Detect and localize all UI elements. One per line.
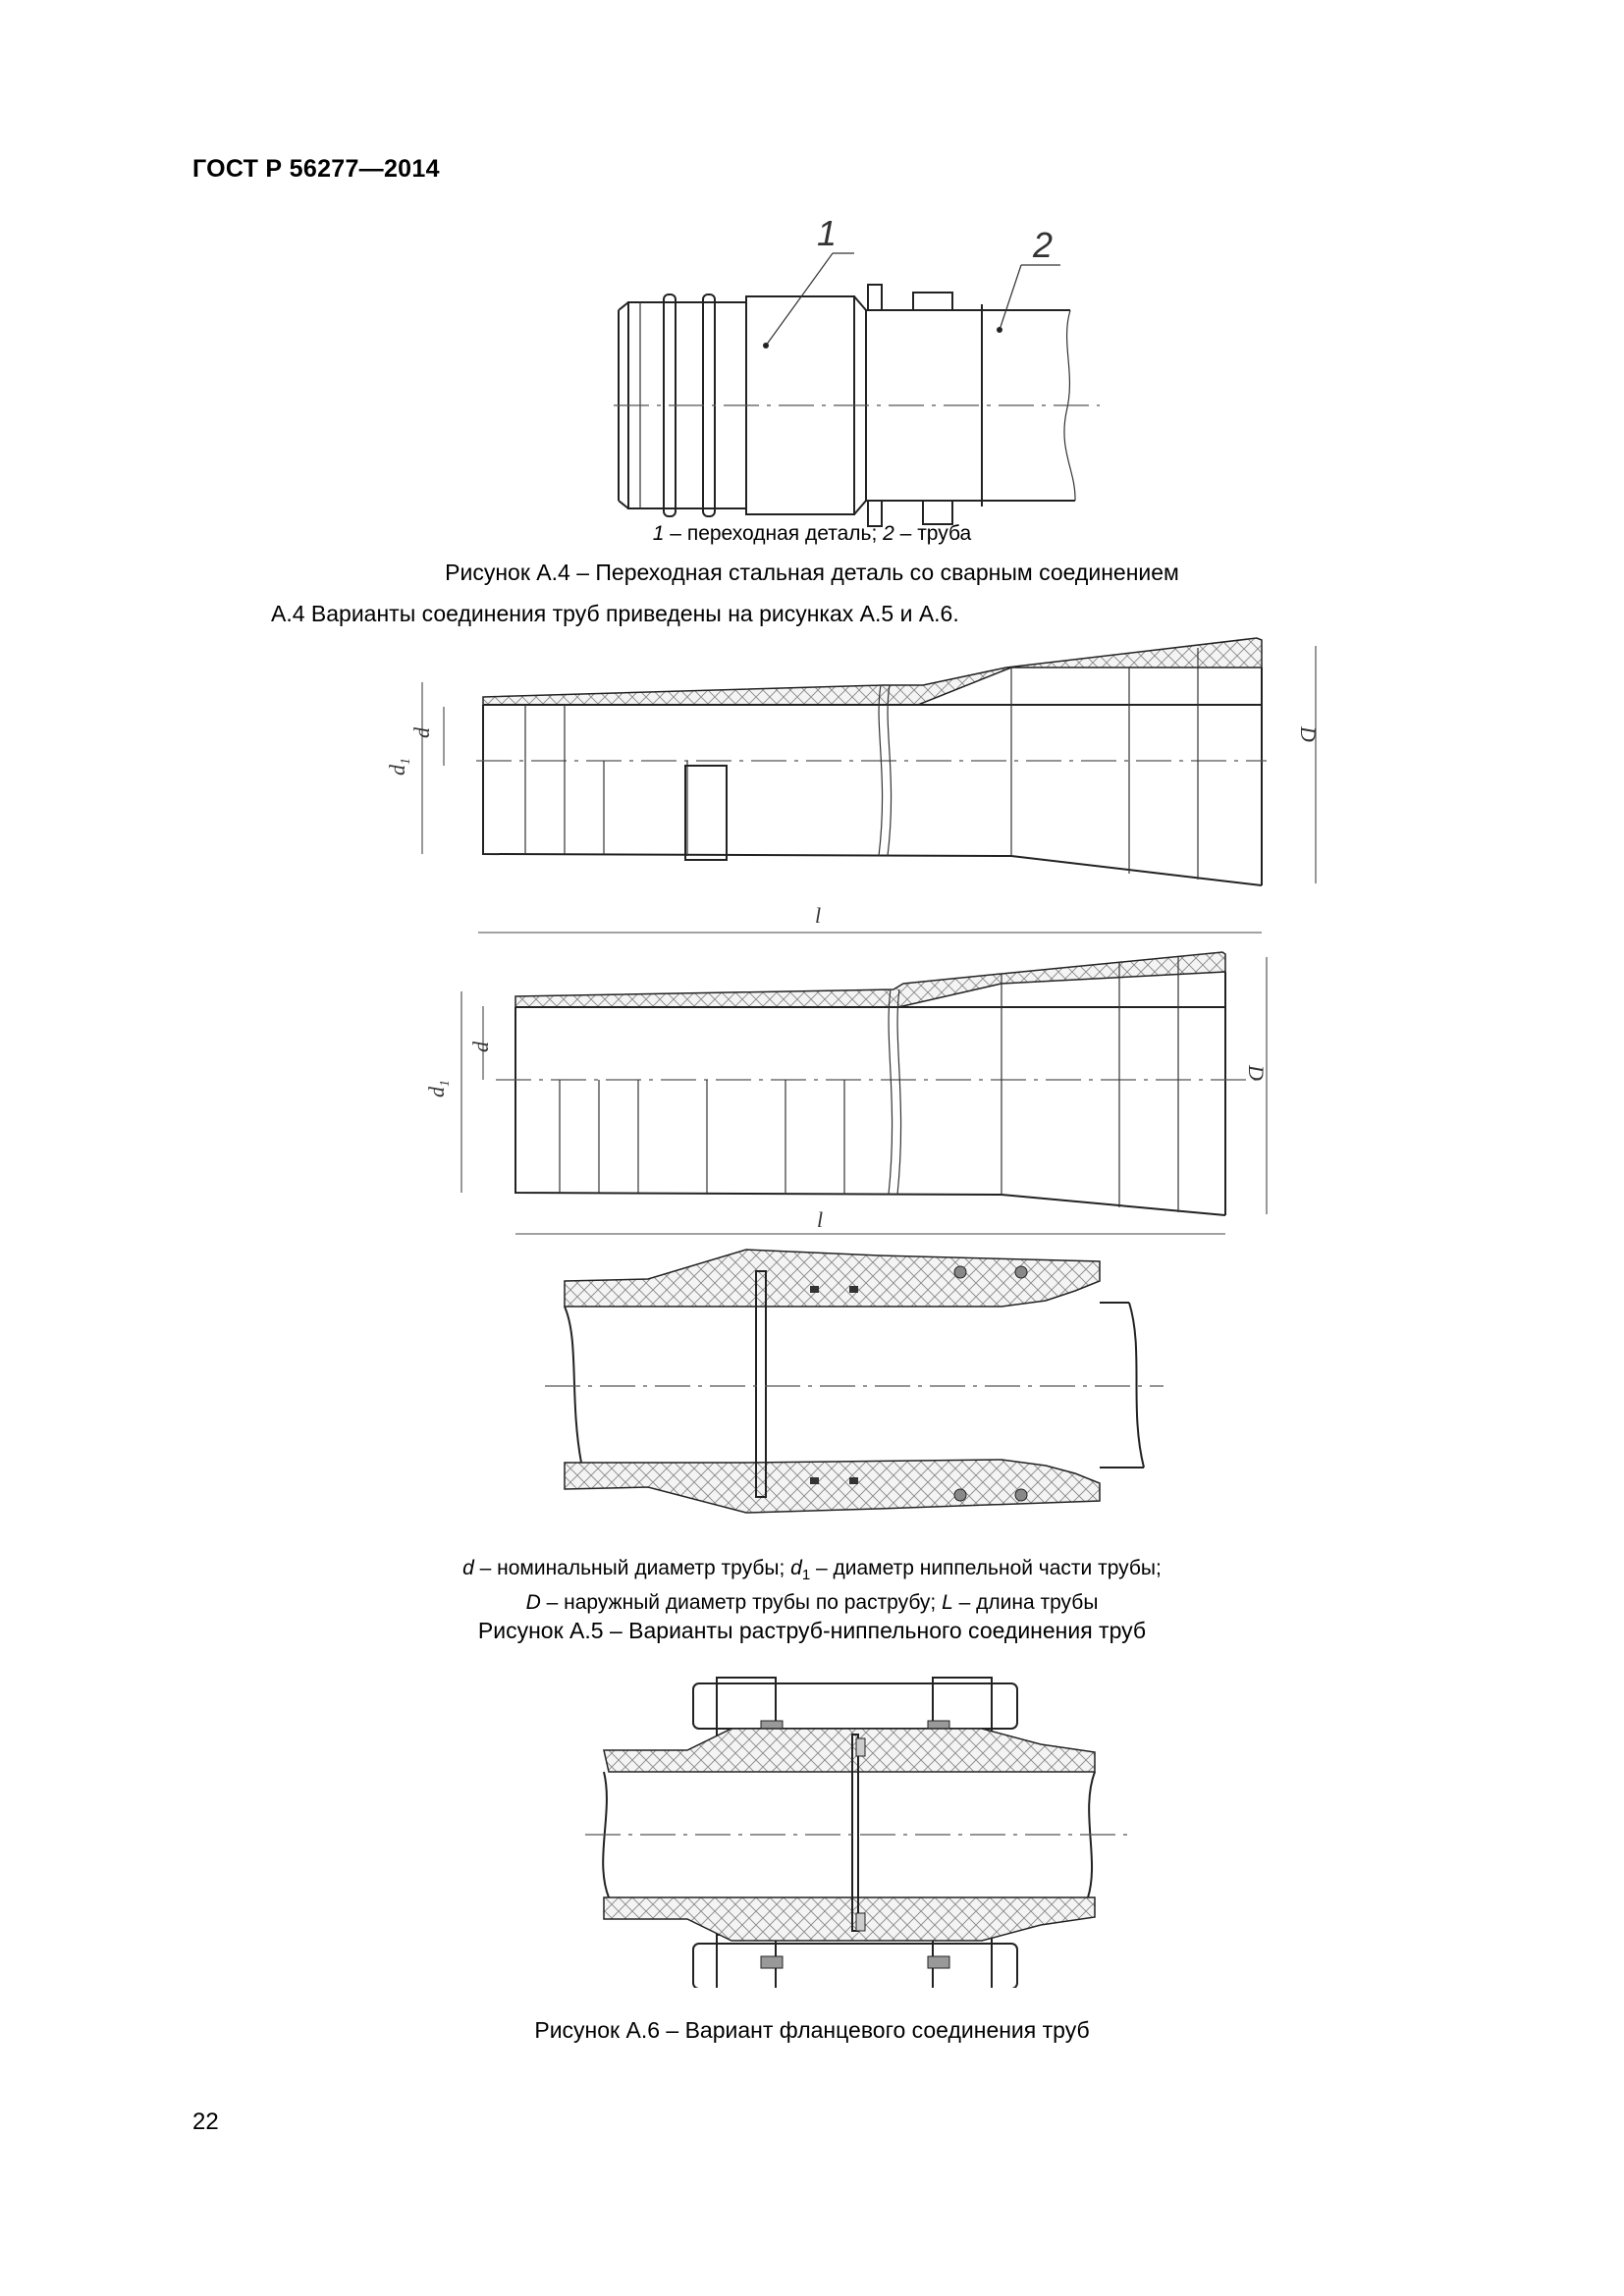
dim-label-l-1: l: [815, 903, 822, 928]
document-header: ГОСТ Р 56277—2014: [192, 155, 440, 183]
figure-a4-caption: Рисунок А.4 – Переходная стальная деталь со сварным соединением: [445, 560, 1179, 585]
dim-label-d1-2: $d_1$: [424, 1080, 453, 1097]
dim-label-D-2: D: [1244, 1065, 1269, 1081]
part-label-2: 2: [1033, 225, 1054, 265]
pipe-variant-1: [385, 638, 1321, 933]
figure-a5-drawing: [0, 628, 1624, 1256]
dim-label-D-1: D: [1296, 726, 1321, 742]
pipe-variant-2: [424, 952, 1269, 1234]
figure-a5-legend-line-2: D – наружный диаметр трубы по раструбу; L – длина трубы: [525, 1591, 1099, 1615]
figure-a5-socket-joint: [0, 1242, 1624, 1546]
dim-label-d-1: d: [409, 727, 434, 738]
figure-a6-drawing: [0, 1664, 1624, 1988]
figure-a5-caption: Рисунок А.5 – Варианты раструб-ниппельного соединения труб: [477, 1618, 1147, 1643]
part-label-1: 1: [817, 216, 838, 253]
figure-a4-legend: 1 – переходная деталь; 2 – труба: [652, 522, 972, 545]
page-number: 22: [192, 2109, 219, 2135]
dim-label-l-2: l: [817, 1207, 824, 1232]
figure-a5-legend-line-1: d – номинальный диаметр трубы; $d_1$ – диаметр ниппельной части трубы;: [462, 1557, 1162, 1584]
figure-a5-legend: [0, 1555, 1624, 1617]
dim-label-d-2: d: [468, 1041, 493, 1052]
figure-a6-caption: Рисунок А.6 – Вариант фланцевого соединения труб: [534, 2017, 1090, 2043]
figure-a4-drawing: [0, 216, 1624, 530]
dim-label-d1-1: $d_1$: [385, 758, 413, 775]
paragraph-a4: А.4 Варианты соединения труб приведены на рисунках А.5 и А.6.: [271, 601, 959, 626]
